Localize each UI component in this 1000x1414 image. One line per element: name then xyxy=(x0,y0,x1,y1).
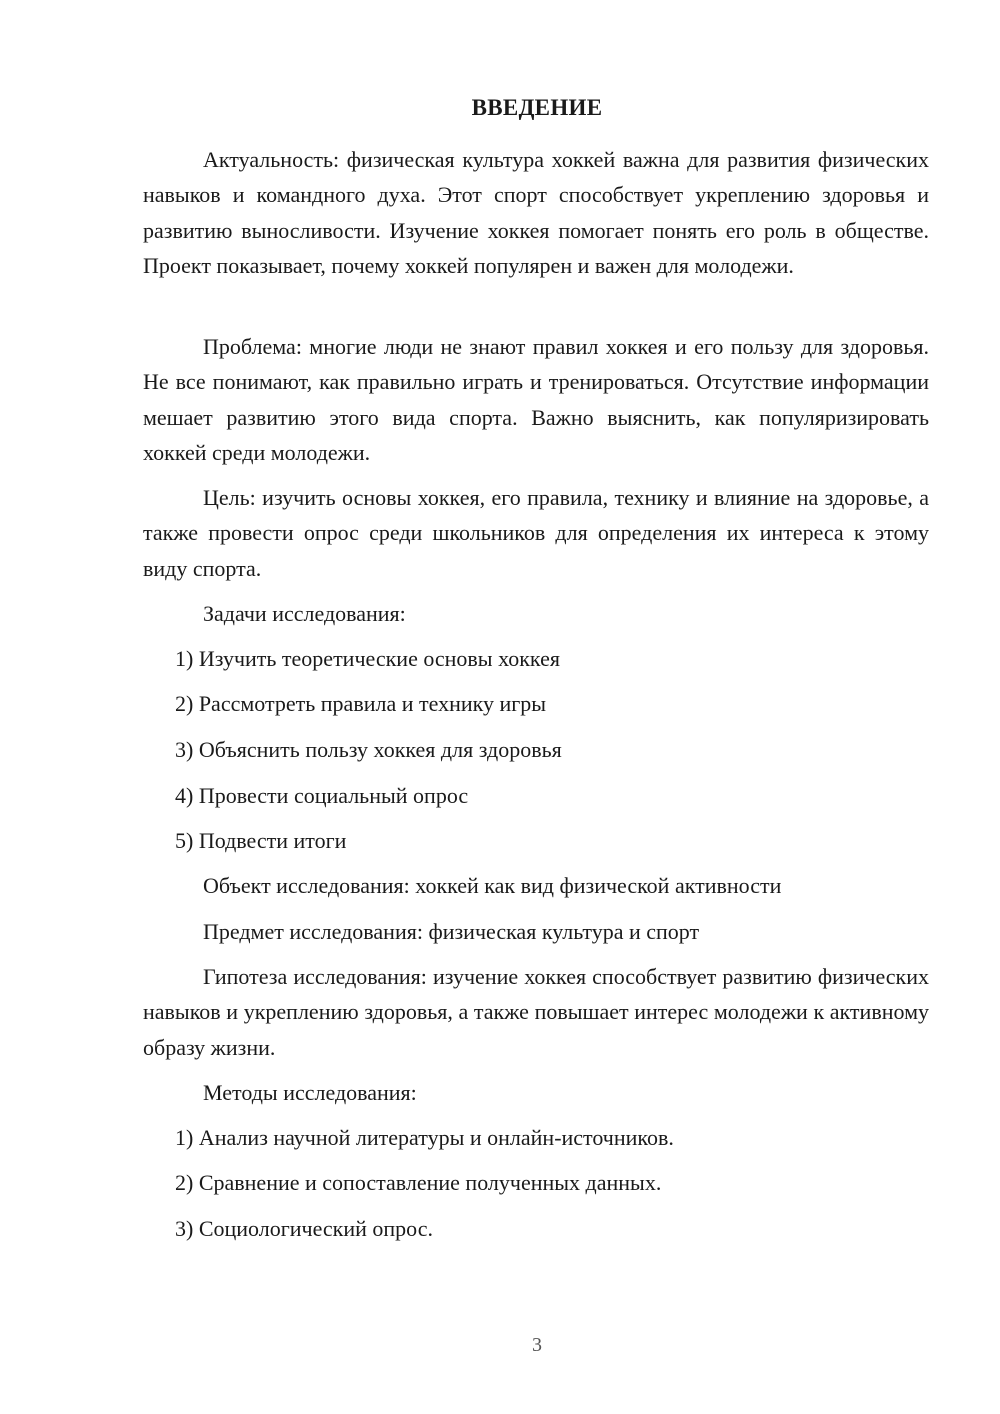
problem-paragraph xyxy=(143,329,929,470)
research-object: Объект исследования: хоккей как вид физической активности xyxy=(203,873,782,898)
goal-paragraph xyxy=(143,480,929,586)
task-item: 2) Рассмотреть правила и технику игры xyxy=(175,691,547,716)
research-subject: Предмет исследования: физическая культура и спорт xyxy=(203,919,700,944)
task-item: 3) Объяснить пользу хоккея для здоровья xyxy=(175,737,562,762)
tasks-title: Задачи исследования: xyxy=(203,601,406,626)
task-item: 5) Подвести итоги xyxy=(175,828,347,853)
relevance-text: Актуальность: физическая культура хоккей важна для развития физических навыков и командного духа. Этот спорт способствует укреплению здоровья и развитию выносливости. Изучение хоккея помогает понять его роль в обществе. Проект показывает, почему хоккей популярен и важен для молодежи. xyxy=(143,147,929,278)
hypothesis-paragraph xyxy=(143,959,929,1065)
method-item: 1) Анализ научной литературы и онлайн-источников. xyxy=(175,1125,674,1150)
problem-text: Проблема: многие люди не знают правил хоккея и его пользу для здоровья. Не все понимают, как правильно играть и тренироваться. Отсутствие информации мешает развитию этого вида спорта. Важно выяснить, как популяризировать хоккей среди молодежи. xyxy=(143,334,929,465)
method-item: 2) Сравнение и сопоставление полученных данных. xyxy=(175,1170,662,1195)
hypothesis-text: Гипотеза исследования: изучение хоккея способствует развитию физических навыков и укреплению здоровья, а также повышает интерес молодежи к активному образу жизни. xyxy=(143,964,929,1060)
task-item: 4) Провести социальный опрос xyxy=(175,783,469,808)
methods-title: Методы исследования: xyxy=(203,1080,417,1105)
goal-text: Цель: изучить основы хоккея, его правила, технику и влияние на здоровье, а также провести опрос среди школьников для определения их интереса к этому виду спорта. xyxy=(143,485,929,581)
method-item: 3) Социологический опрос. xyxy=(175,1216,433,1241)
section-heading: ВВЕДЕНИЕ xyxy=(471,95,603,120)
task-item: 1) Изучить теоретические основы хоккея xyxy=(175,646,560,671)
relevance-paragraph xyxy=(143,142,929,283)
page-number: 3 xyxy=(532,1334,542,1356)
